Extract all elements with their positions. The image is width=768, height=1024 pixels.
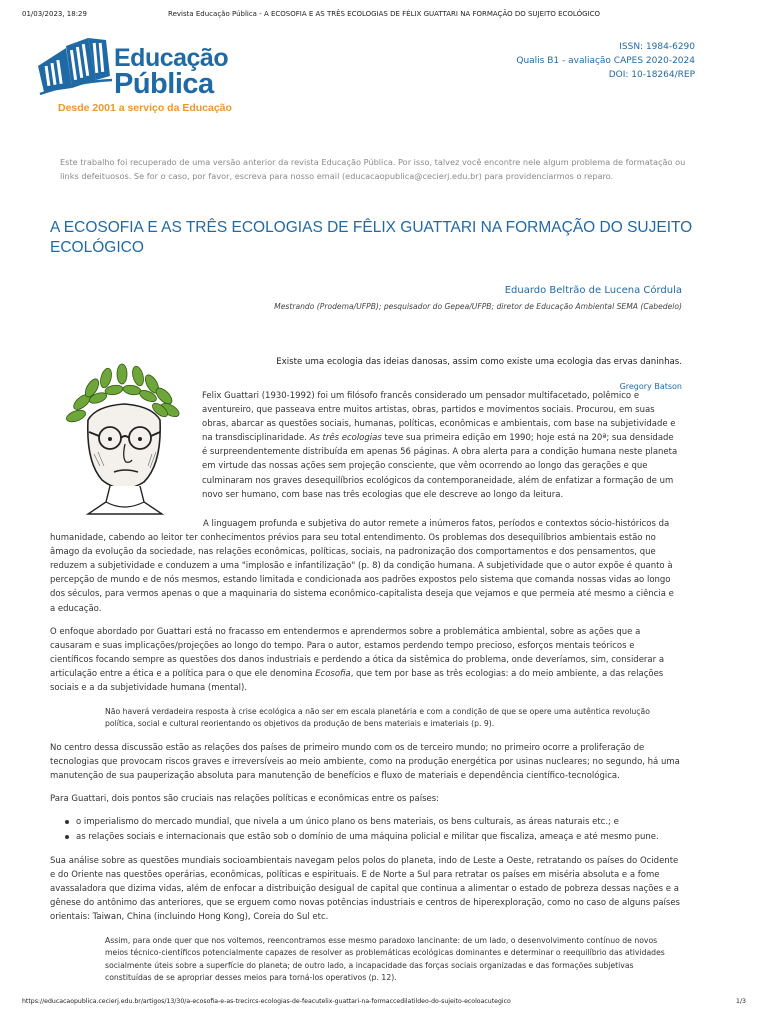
blockquote-2: Assim, para onde quer que nos voltemos, reencontramos esse mesmo paradoxo lancinante: de um lado, o desenvolvimento contínuo de novos meios técnico-científicos potencialmente capazes de resolver as problemáticas ecológicas dominantes e determinar o reequilíbrio das atividades socialmente úteis sobre a superfície do planeta; de outro lado, a incapacidade das forças sociais organizadas e das formações subjetivas constituídas de se apropriar desses meios para torná-los operativos (p. 12).	[105, 936, 665, 983]
guattari-portrait-illustration	[52, 362, 196, 516]
paragraph-6: Sua análise sobre as questões mundiais socioambientais navegam pelos polos do planeta, indo de Leste a Oeste, retratando os países do Ocidente e do Oriente nas questões operárias, econômicas, políticas e espirituais. E de Norte a Sul para retratar os países em miséria absoluta e a fome avassaladora que dizima vidas, além de enfocar a distribuição desigual de capital que continua a alimentar o estado de pobreza dessas nações e a gênese do antônimo das anteriores, que se erguem como novas potências industriais e centros de hiperexploração, como no caso de alguns países orientais: Taiwan, China (incluindo Hong Kong), Coreia do Sul etc.	[50, 856, 680, 923]
epigraph: Existe uma ecologia das ideias danosas, assim como existe uma ecologia das ervas daninhas.	[276, 357, 682, 367]
author-name: Eduardo Beltrão de Lucena Córdula	[504, 285, 682, 296]
print-url[interactable]: https://educacaopublica.cecierj.edu.br/artigos/13/30/a-ecosofia-e-as-trecircs-ecologias-de-feacutelix-guattari-na-formaccedilatildeo-do-sujeito-ecoloacutegico	[22, 998, 511, 1005]
paragraph-2: A linguagem profunda e subjetiva do autor remete a inúmeros fatos, períodos e contextos sócio-históricos da humanidade, cabendo ao leitor ter conhecimentos prévios para seu total entendimento. Os problemas dos desequilíbrios ambientais estão no âmago da evolução da sociedade, nas relações econômicas, políticas, sociais, na padronização dos comportamentos e dos pensamentos, que reduzem a subjetividade e conduzem a uma "implosão e infantilização" (p. 8) da condição humana. A subjetividade que o autor expõe é quanto à percepção de mundo e de nós mesmos, estando limitada e condicionada aos padrões expostos pelo sistema que comanda nossas vidas ao longo dos séculos, para vermos apenas o que a maquinaria do sistema econômico-capitalista deseja que vejamos e que permeia até mesmo a ciência e a educação.	[50, 519, 674, 614]
bullet-list	[62, 815, 682, 845]
print-date: 01/03/2023, 18:29	[22, 10, 87, 18]
print-header	[22, 10, 746, 22]
list-item: o imperialismo do mercado mundial, que nivela a um único plano os bens materiais, os bens culturais, as áreas naturais etc.; e	[62, 815, 682, 830]
logo-tagline: Desde 2001 a serviço da Educação	[58, 102, 232, 114]
issn: ISSN: 1984-6290	[619, 42, 695, 52]
logo-text-line1: Educação	[114, 44, 229, 72]
logo-text-line2: Pública	[114, 68, 214, 100]
article-title: A ECOSOFIA E AS TRÊS ECOLOGIAS DE FÊLIX GUATTARI NA FORMAÇÃO DO SUJEITO ECOLÓGICO	[50, 219, 693, 256]
site-logo[interactable]	[36, 36, 256, 120]
paragraph-4: No centro dessa discussão estão as relações dos países de primeiro mundo com os de terceiro mundo; no primeiro ocorre a proliferação de tecnologias que provocam riscos graves e irreversíveis ao meio ambiente, como na produção energética por usinas nucleares; no segundo, há uma manutenção de sua pauperização absoluta para manutenção de benefícios e fluxo de materiais e dependência científico-tecnológica.	[50, 743, 680, 782]
author-affiliation: Mestrando (Prodema/UFPB); pesquisador do Gepea/UFPB; diretor de Educação Ambiental SEMA (Cabedelo)	[274, 302, 682, 311]
print-page-number: 1/3	[736, 998, 746, 1005]
archive-notice: Este trabalho foi recuperado de uma versão anterior da revista Educação Pública. Por isso, talvez você encontre nele algum problema de formatação ou links defeituosos. Se for o caso, por favor, escreva para nosso email (educacaopublica@cecierj.edu.br) para providenciarmos o reparo.	[60, 157, 686, 181]
print-footer	[22, 998, 746, 1010]
journal-info	[516, 40, 695, 82]
paragraph-intro: Felix Guattari (1930-1992) foi um filósofo francês considerado um pensador multifacetado, polêmico e aventureiro, que passeava entre muitos artistas, obras, partidos e movimentos sociais. Procurou, em suas obras, abarcar as questões sociais, humanas, políticas, econômicas e ambientais, com base na subjetividade e na transdisciplinaridade. As três ecologias teve sua primeira edição em 1990; hoje está na 20ª; sua densidade é surpreendentemente distribuída em apenas 56 páginas. A obra alerta para a condição humana neste planeta em virtude das nossas ações sem projeção consciente, que vêm ocorrendo ao longo das gerações e que culminaram nos graves desequilíbrios ecológicos da contemporaneidade, além de enfatizar a formação de um novo ser humano, com base nas três ecologias que ele descreve ao longo da leitura.	[202, 391, 678, 500]
book-pages-logo-icon	[36, 36, 118, 100]
doi: DOI: 10-18264/REP	[608, 70, 695, 80]
print-page-title: Revista Educação Pública - A ECOSOFIA E AS TRÊS ECOLOGIAS DE FÉLIX GUATTARI NA FORMAÇÃO DO SUJEITO ECOLÓGICO	[168, 10, 600, 18]
qualis: Qualis B1 - avaliação CAPES 2020-2024	[516, 56, 695, 66]
paragraph-5: Para Guattari, dois pontos são cruciais nas relações políticas e econômicas entre os países:	[50, 794, 440, 804]
epigraph-author: Gregory Batson	[619, 382, 682, 391]
blockquote-1: Não haverá verdadeira resposta à crise ecológica a não ser em escala planetária e com a condição de que se opere uma autêntica revolução política, social e cultural reorientando os objetivos da produção de bens materiais e imateriais (p. 9).	[105, 707, 650, 729]
paragraph-3: O enfoque abordado por Guattari está no fracasso em entendermos e aprendermos sobre a problemática ambiental, sobre as ações que a causaram e suas implicações/projeções ao longo do tempo. Para o autor, estamos perdendo tempo precioso, esforços mentais teóricos e científicos focando sempre as questões dos danos industriais e perdendo a ótica da sistêmica do problema, onde deveríamos, sim, considerar a articulação entre a ética e a política para o que ele denomina Ecosofia, que tem por base as três ecologias: a do meio ambiente, a das relações sociais e a da subjetividade humana (mental).	[50, 627, 665, 694]
list-item: as relações sociais e internacionais que estão sob o domínio de uma máquina policial e militar que fiscaliza, ameaça e até mesmo pune.	[62, 830, 682, 845]
